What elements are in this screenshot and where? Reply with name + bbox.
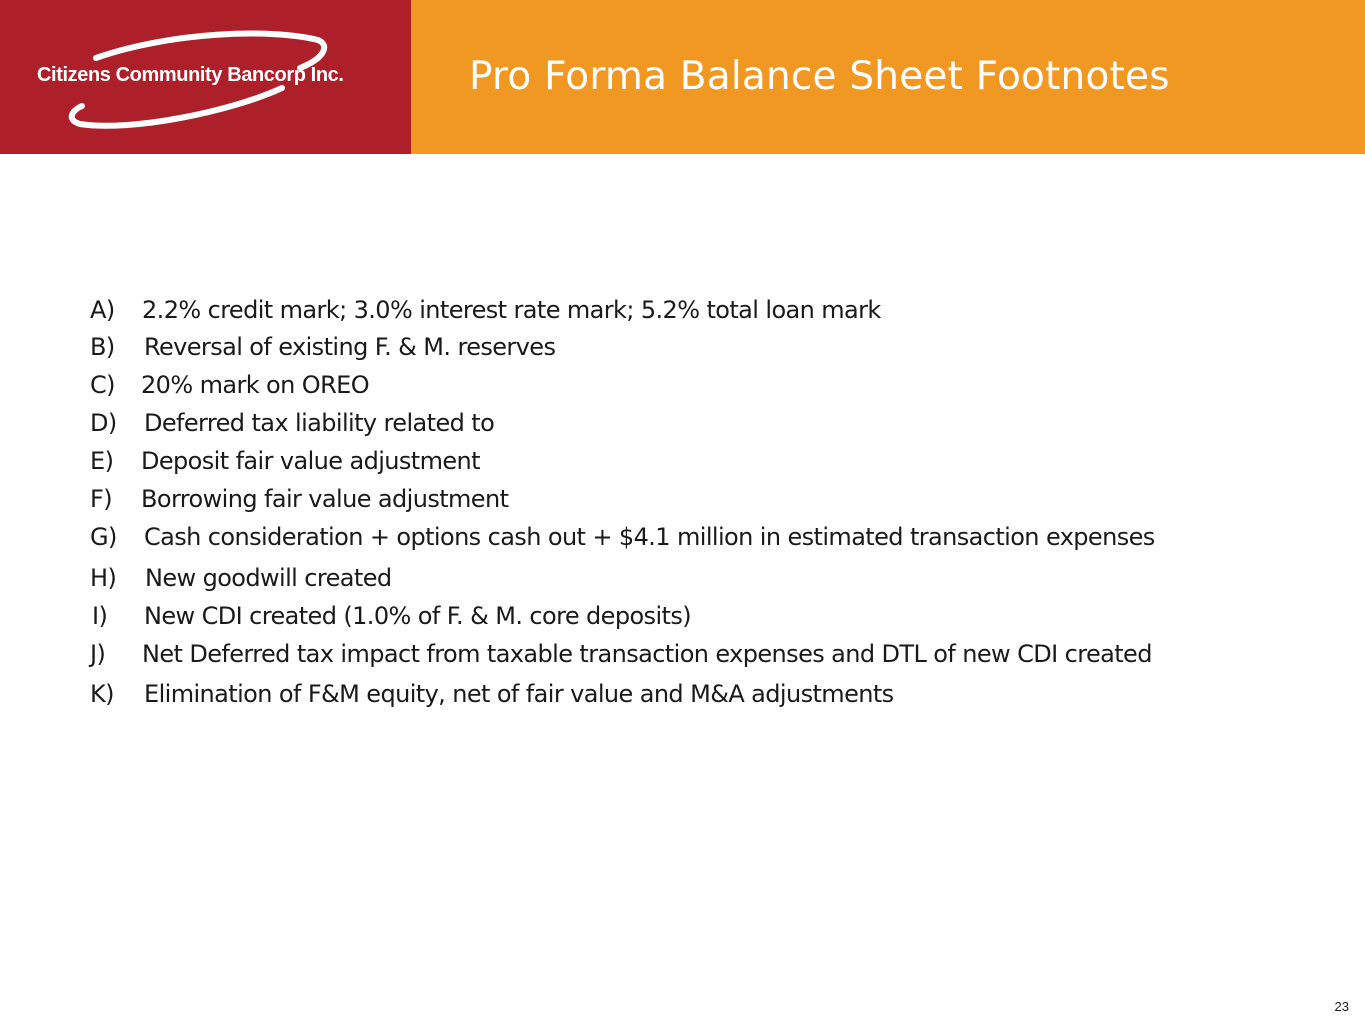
footnote-text: Deposit fair value adjustment [141, 447, 480, 475]
footnote-text: Cash consideration + options cash out + $4.1 million in estimated transaction expenses [144, 523, 1155, 551]
footnote-text: Elimination of F&M equity, net of fair value and M&A adjustments [144, 680, 894, 708]
company-logo [0, 0, 411, 154]
page-number: 23 [1334, 999, 1349, 1014]
company-name: Citizens Community Bancorp Inc. [37, 64, 344, 86]
footnote-text: New CDI created (1.0% of F. & M. core deposits) [144, 602, 691, 630]
footnote-marker: C) [90, 371, 115, 399]
page-title: Pro Forma Balance Sheet Footnotes [469, 54, 1170, 99]
footnote-marker: A) [90, 296, 115, 324]
footnote-marker: J) [90, 640, 106, 668]
footnote-marker: B) [90, 333, 115, 361]
footnote-marker: H) [90, 564, 117, 592]
footnote-marker: K) [90, 680, 114, 708]
footnote-marker: I) [92, 602, 108, 630]
slide-header [0, 0, 1365, 154]
footnote-text: Deferred tax liability related to [144, 409, 495, 437]
footnote-text: Reversal of existing F. & M. reserves [144, 333, 556, 361]
footnote-text: New goodwill created [145, 564, 392, 592]
title-bar [411, 0, 1365, 154]
footnote-text: 2.2% credit mark; 3.0% interest rate mark; 5.2% total loan mark [142, 296, 881, 324]
footnote-text: 20% mark on OREO [141, 371, 369, 399]
footnote-text: Net Deferred tax impact from taxable transaction expenses and DTL of new CDI created [142, 640, 1152, 668]
footnote-text: Borrowing fair value adjustment [141, 485, 509, 513]
footnote-marker: E) [90, 447, 114, 475]
footnote-marker: G) [90, 523, 117, 551]
footnote-marker: F) [90, 485, 112, 513]
footnote-marker: D) [90, 409, 117, 437]
